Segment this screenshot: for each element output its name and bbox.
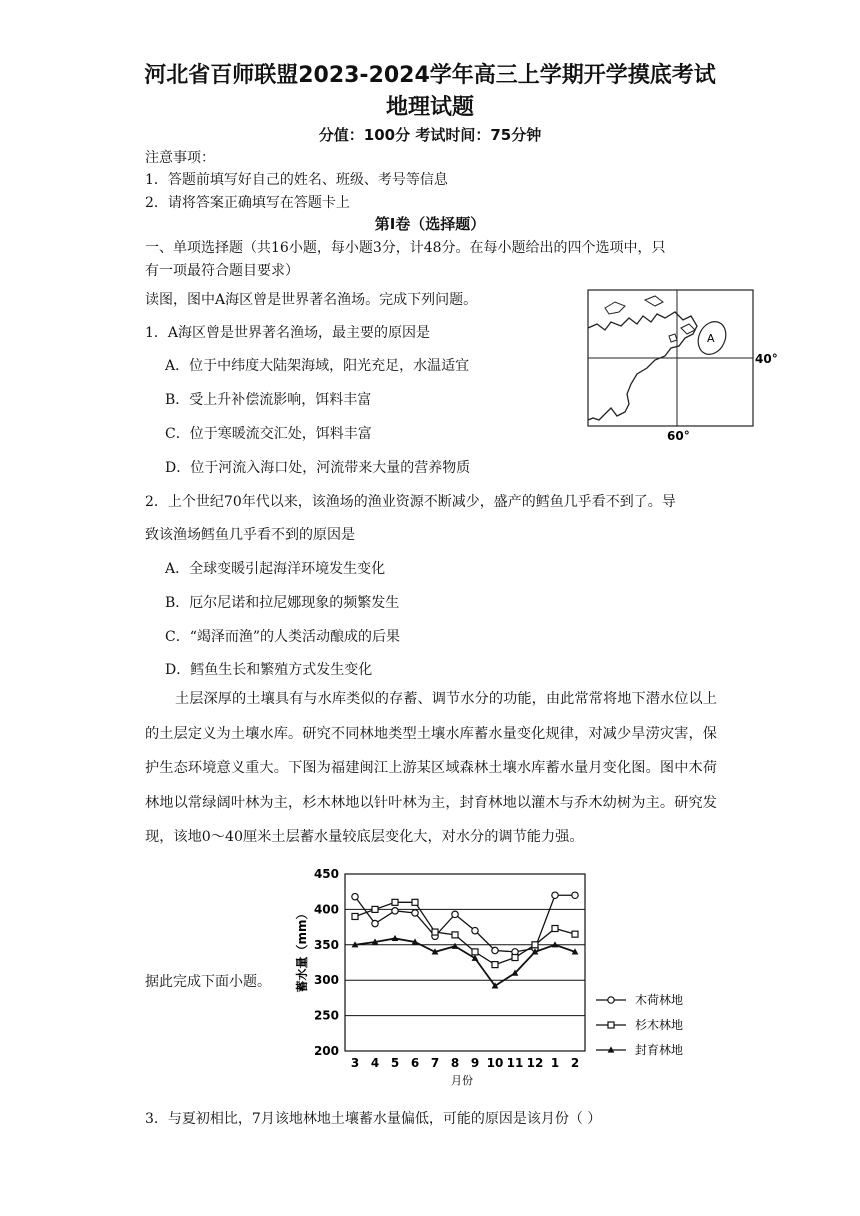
chart-point-series-3 [392, 935, 399, 941]
notes-heading: 注意事项： [145, 150, 215, 166]
chart-point-series-1 [372, 920, 378, 926]
paper-subject: 地理试题 [385, 95, 474, 120]
chart-caption: 据此完成下面小题。 [145, 974, 271, 990]
chart-x-label: 月份 [451, 1074, 473, 1087]
chart-y-label: 蓄水量（mm） [295, 907, 309, 993]
question-3-stem: 3．与夏初相比，7月该地林地土壤蓄水量偏低，可能的原因是该月份（ ） [145, 1111, 602, 1127]
map-lon-label: 60° [667, 429, 690, 443]
north-atlantic-map [585, 288, 785, 443]
chart-x-tick-label: 3 [350, 1056, 360, 1070]
chart-point-series-1 [552, 892, 558, 898]
chart-point-series-3 [452, 943, 459, 949]
chart-point-series-2 [512, 955, 518, 961]
chart-point-series-2 [492, 962, 498, 968]
question-2-option-c: C．“竭泽而渔”的人类活动酿成的后果 [165, 629, 401, 645]
chart-x-tick-label: 11 [506, 1056, 524, 1070]
question-1-option-b: B．受上升补偿流影响，饵料丰富 [165, 392, 372, 408]
question-2-option-a: A．全球变暖引起海洋环境发生变化 [165, 561, 386, 577]
question-2-option-b: B．厄尔尼诺和拉尼娜现象的频繁发生 [165, 595, 400, 611]
chart-y-tick-label: 250 [313, 1008, 339, 1023]
legend-label: 封育林地 [635, 1043, 684, 1057]
chart-series-line-2 [355, 902, 575, 964]
chart-x-tick-label: 2 [570, 1056, 580, 1070]
chart-x-tick-label: 10 [486, 1056, 504, 1070]
chart-point-series-1 [412, 910, 418, 916]
passage-text: 土层深厚的土壤具有与水库类似的存蓄、调节水分的功能，由此常常将地下潜水位以上的土层定义为土壤水库。研究不同林地类型土壤水库蓄水量变化规律，对减少旱涝灾害，保护生态环境意义重大。下图为福建闽江上游某区域森林土壤水库蓄水量月变化图。图中木荷林地以常绿阔叶林为主，杉木林地以针叶林为主，封育林地以灌木与乔木幼树为主。研究发现，该地0～40厘米土层蓄水量较底层变化大，对水分的调节能力强。 [145, 691, 717, 845]
chart-point-series-1 [472, 927, 478, 933]
chart-point-series-2 [352, 913, 358, 919]
chart-point-series-2 [392, 899, 398, 905]
chart-x-tick-label: 9 [470, 1056, 480, 1070]
paper-title: 河北省百师联盟2023-2024学年高三上学期开学摸底考试 [144, 63, 716, 88]
section-instructions: 一、单项选择题（共16小题，每小题3分，计48分。在每小题给出的四个选项中，只 [145, 240, 666, 256]
chart-point-series-2 [472, 949, 478, 955]
chart-point-series-2 [372, 906, 378, 912]
chart-point-series-1 [572, 892, 578, 898]
chart-y-tick-label: 450 [313, 867, 339, 881]
chart-x-tick-label: 1 [550, 1056, 560, 1070]
question-2-stem-cont: 致该渔场鳕鱼几乎看不到的原因是 [145, 527, 355, 543]
map-label-a: A [707, 332, 715, 345]
legend-marker [608, 997, 614, 1003]
legend-label: 杉木林地 [635, 1018, 684, 1032]
chart-x-tick-label: 12 [526, 1056, 544, 1070]
chart-point-series-1 [352, 893, 358, 899]
chart-series-line-3 [355, 938, 575, 985]
chart-y-tick-label: 200 [313, 1044, 339, 1058]
question-1-option-c: C．位于寒暖流交汇处，饵料丰富 [165, 426, 372, 442]
section-title: 第Ⅰ卷（选择题） [374, 215, 486, 233]
note-item: 1．答题前填写好自己的姓名、班级、考号等信息 [145, 172, 448, 188]
legend-label: 木荷林地 [635, 993, 684, 1007]
chart-x-tick-label: 4 [370, 1056, 380, 1070]
chart-y-tick-label: 300 [313, 973, 339, 988]
chart-point-series-1 [452, 911, 458, 917]
chart-y-tick-label: 350 [313, 937, 339, 952]
chart-point-series-2 [452, 932, 458, 938]
chart-y-tick-label: 400 [313, 902, 339, 917]
question-1-option-a: A．位于中纬度大陆架海域，阳光充足，水温适宜 [165, 358, 470, 374]
note-item: 2．请将答案正确填写在答题卡上 [145, 195, 350, 211]
soil-water-chart [290, 862, 710, 1092]
chart-plot-frame [345, 874, 585, 1051]
chart-x-tick-label: 6 [410, 1056, 420, 1070]
score-time: 分值：100分 考试时间：75分钟 [318, 126, 542, 144]
chart-x-tick-label: 8 [450, 1056, 460, 1070]
chart-point-series-2 [572, 931, 578, 937]
question-1-stem: 1．A海区曾是世界著名渔场，最主要的原因是 [145, 325, 431, 341]
map-intro: 读图，图中A海区曾是世界著名渔场。完成下列问题。 [145, 292, 478, 308]
section-instructions-cont: 有一项最符合题目要求） [145, 263, 299, 279]
question-2-stem: 2．上个世纪70年代以来，该渔场的渔业资源不断减少，盛产的鳕鱼几乎看不到了。导 [145, 494, 676, 510]
chart-point-series-1 [492, 947, 498, 953]
chart-point-series-2 [412, 899, 418, 905]
chart-x-tick-label: 7 [430, 1056, 440, 1070]
chart-point-series-2 [552, 926, 558, 932]
chart-x-tick-label: 5 [390, 1056, 400, 1070]
question-1-option-d: D．位于河流入海口处，河流带来大量的营养物质 [165, 460, 471, 476]
chart-point-series-2 [532, 942, 538, 948]
question-2-option-d: D．鳕鱼生长和繁殖方式发生变化 [165, 662, 373, 678]
map-lat-label: 40° [755, 352, 778, 366]
chart-point-series-2 [432, 929, 438, 935]
legend-marker [608, 1022, 614, 1028]
chart-point-series-1 [392, 908, 398, 914]
